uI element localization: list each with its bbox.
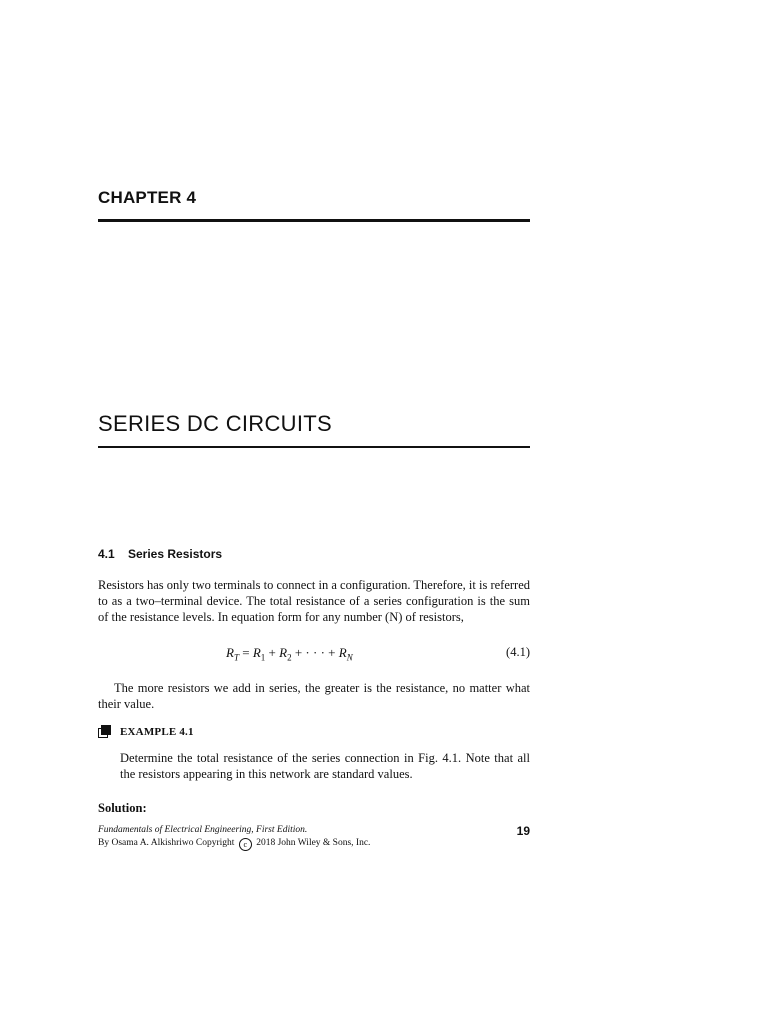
section-title: Series Resistors xyxy=(128,547,223,561)
example-title: EXAMPLE 4.1 xyxy=(120,726,194,738)
eq-r2: R xyxy=(279,645,288,660)
equation-row xyxy=(98,645,530,663)
example-header xyxy=(98,725,194,739)
title-rule xyxy=(98,446,530,448)
section-number: 4.1 xyxy=(98,547,115,561)
example-icon xyxy=(98,725,112,739)
eq-lhs-sub: T xyxy=(233,652,239,663)
eq-r2-sub: 2 xyxy=(287,652,292,663)
page xyxy=(98,0,530,1024)
footer-publisher: 2018 John Wiley & Sons, Inc. xyxy=(256,838,371,848)
solution-label: Solution: xyxy=(98,801,147,815)
page-number: 19 xyxy=(516,824,530,838)
equation-number: (4.1) xyxy=(506,645,530,659)
footer-copyright xyxy=(98,838,370,851)
eq-r1: R xyxy=(252,645,261,660)
copyright-icon: c xyxy=(239,838,252,851)
chapter-label: CHAPTER 4 xyxy=(98,188,197,207)
section-heading xyxy=(98,547,222,561)
eq-r1-sub: 1 xyxy=(260,652,266,663)
footer-book-title: Fundamentals of Electrical Engineering, First Edition. xyxy=(98,825,308,835)
chapter-rule xyxy=(98,219,530,222)
equation-total-resistance: $R_T = R_1 + R_2$ + · · · + $R_N$ xyxy=(226,645,353,663)
paragraph-more-resistors: The more resistors we add in series, the greater is the resistance, no matter what their value. xyxy=(98,681,530,711)
eq-lhs: R xyxy=(226,645,234,660)
paragraph-intro: Resistors has only two terminals to connect in a configuration. Therefore, it is referred to as a two–terminal device. The total resistance of a series configuration is the sum of the resistance levels. In equation form for any number (N) of resistors, xyxy=(98,578,530,624)
example-body: Determine the total resistance of the series connection in Fig. 4.1. Note that all the resistors appearing in this network are standard values. xyxy=(120,751,530,781)
chapter-title: SERIES DC CIRCUITS xyxy=(98,411,332,436)
eq-dots: · · · xyxy=(305,645,325,660)
eq-rn: R xyxy=(338,645,347,660)
eq-rn-sub: N xyxy=(346,652,353,663)
footer-author: By Osama A. Alkishriwo Copyright xyxy=(98,838,235,848)
